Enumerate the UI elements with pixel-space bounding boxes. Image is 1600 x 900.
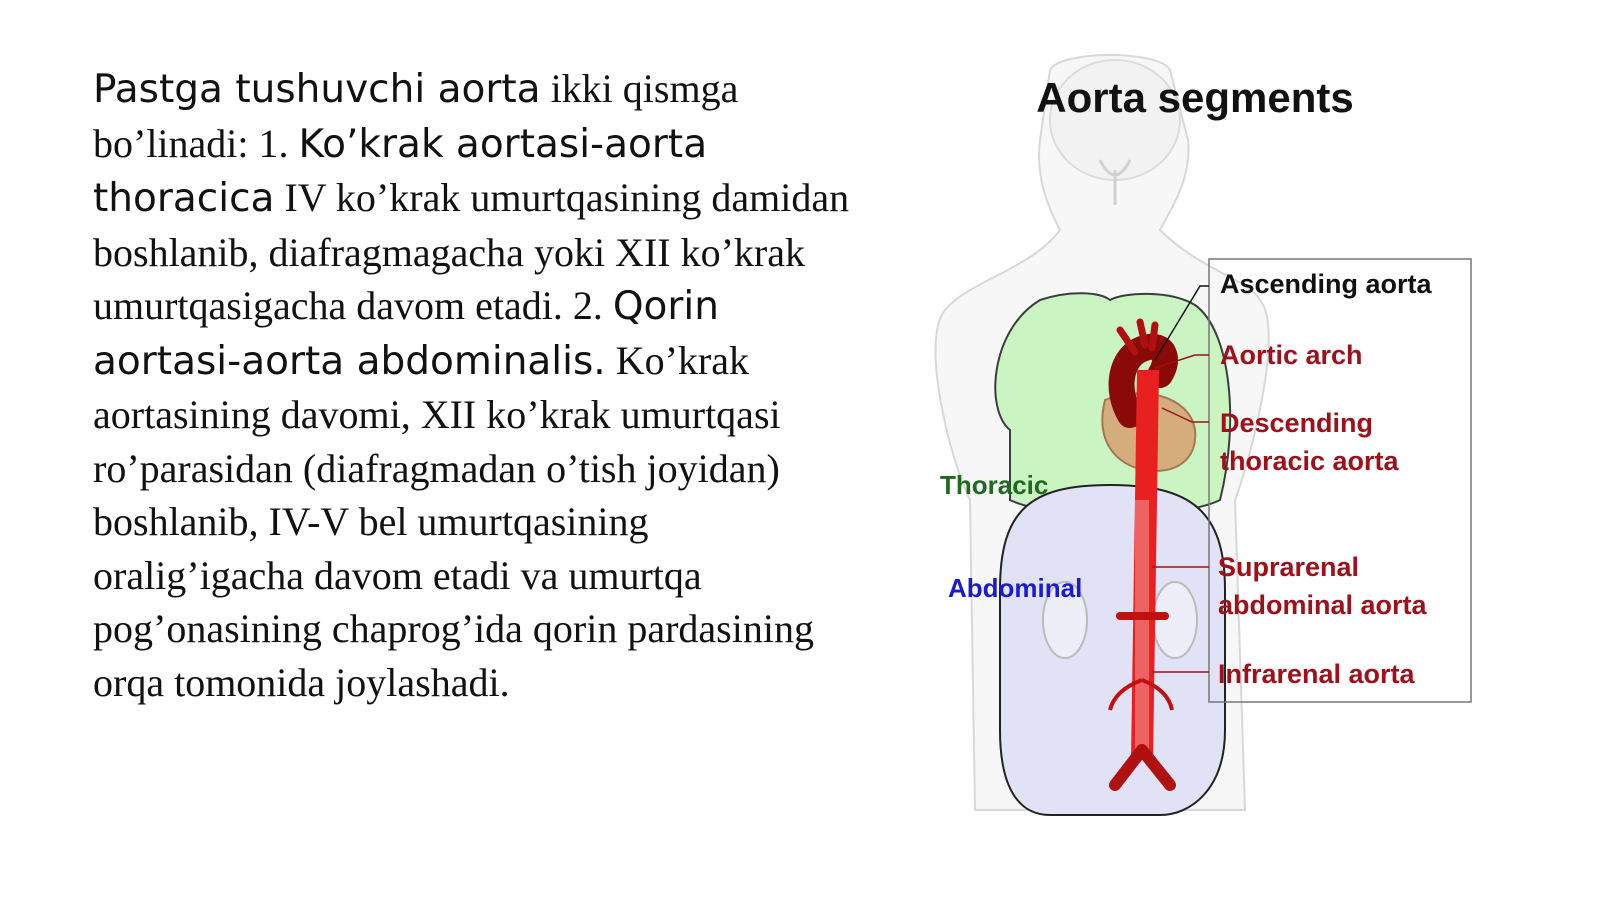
aorta-diagram [930,30,1510,830]
label-ascending-aorta: Ascending aorta [1220,269,1432,299]
label-suprarenal-1: Suprarenal [1218,552,1360,582]
phrase-abdominal-aorta: Qorin aortasi-aorta abdominalis. [93,284,719,384]
label-abdominal-region: Abdominal [948,573,1083,603]
phrase-descending-aorta: Pastga tushuvchi aorta [93,67,541,112]
text-run-3: Ko’krak aortasining davomi, XII ko’krak umurtqasi ro’parasidan (diafragmadan o’tish joyidan) boshlanib, IV-V bel umurtqasining oralig’igacha davom etadi va umurtqa pog’onasining chaprog’ida qorin pardasining orqa tomonida joylashadi. [93,337,814,705]
text-run-2: IV ko’krak umurtqasining damidan boshlanib, diafragmagacha yoki XII ko’krak umurtqasigacha davom etadi. 2. [93,175,850,328]
label-descending-1: Descending [1220,408,1374,438]
phrase-thoracic-aorta: Ko’krak aortasi-aorta thoracica [93,121,708,221]
aorta-segments-figure [930,30,1510,830]
label-infrarenal-aorta: Infrarenal aorta [1218,659,1415,689]
figure-title: Aorta segments [1036,74,1354,121]
text-run-1: ikki qismga bo’linadi: 1. [93,66,739,166]
label-aortic-arch: Aortic arch [1220,340,1363,370]
paragraph [93,62,853,709]
label-suprarenal-2: abdominal aorta [1218,590,1427,620]
label-thoracic-region: Thoracic [940,470,1049,500]
abdominal-region [1000,485,1225,815]
label-descending-2: thoracic aorta [1220,446,1399,476]
